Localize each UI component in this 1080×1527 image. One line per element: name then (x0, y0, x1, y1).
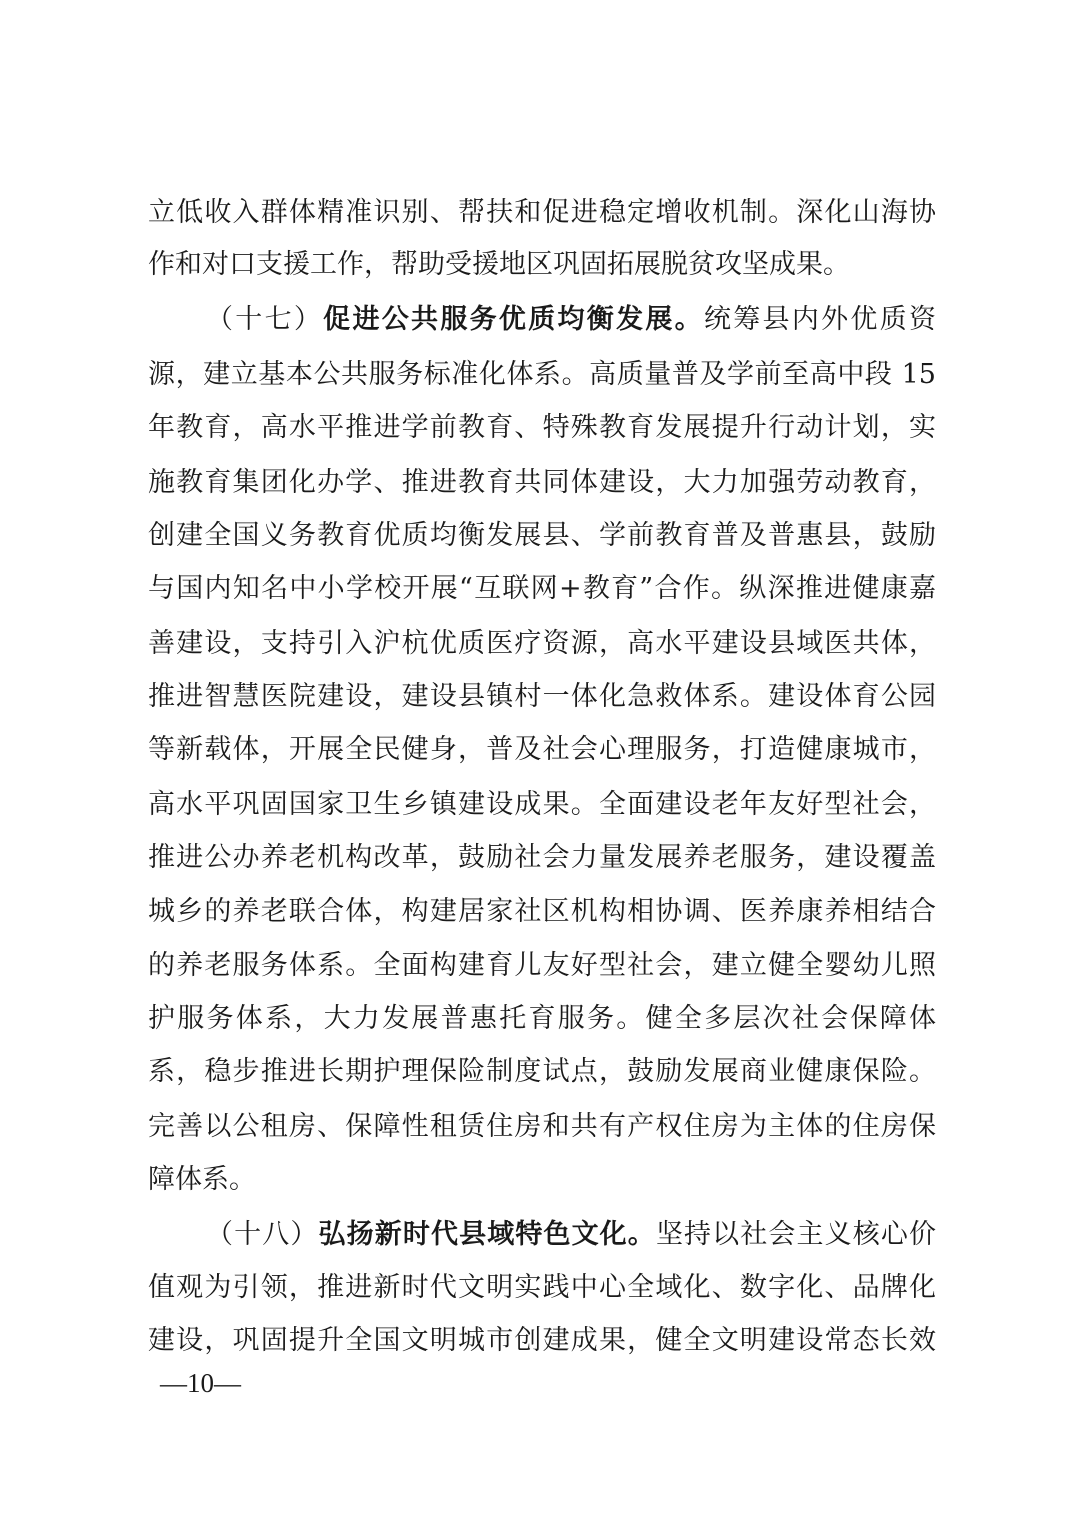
paragraph-3-line-3: 建设，巩固提升全国文明城市创建成果，健全文明建设常态长效 (148, 1325, 936, 1356)
paragraph-1-line-2: 作和对口支援工作，帮助受援地区巩固拓展脱贫攻坚成果。 (148, 249, 850, 280)
paragraph-1-line-1: 立低收入群体精准识别、帮扶和促进稳定增收机制。深化山海协 (148, 197, 936, 228)
paragraph-2-line-9: 等新载体，开展全民健身，普及社会心理服务，打造健康城市， (148, 734, 936, 765)
paragraph-2-line-12: 城乡的养老联合体，构建居家社区机构相协调、医养康养相结合 (148, 896, 936, 927)
section-18-first-line-rest: 坚持以社会主义核心价 (655, 1219, 936, 1250)
section-17-first-line-rest: 统筹县内外优质资 (703, 304, 936, 335)
paragraph-2-line-14: 护服务体系，大力发展普惠托育服务。健全多层次社会保障体 (148, 1003, 936, 1034)
paragraph-2-line-17: 障体系。 (148, 1164, 256, 1195)
paragraph-2-line-11: 推进公办养老机构改革，鼓励社会力量发展养老服务，建设覆盖 (148, 842, 936, 873)
paragraph-2-line-3: 年教育，高水平推进学前教育、特殊教育发展提升行动计划，实 (148, 412, 936, 443)
paragraph-2-line-6: 与国内知名中小学校开展“互联网+教育”合作。纵深推进健康嘉 (148, 573, 936, 604)
paragraph-2-line-13: 的养老服务体系。全面构建育儿友好型社会，建立健全婴幼儿照 (148, 950, 936, 981)
paragraph-2-heading-line (206, 298, 936, 342)
paragraph-2-line-16: 完善以公租房、保障性租赁住房和共有产权住房为主体的住房保 (148, 1111, 936, 1142)
paragraph-2-line-5: 创建全国义务教育优质均衡发展县、学前教育普及普惠县，鼓励 (148, 520, 936, 551)
section-18-title: 弘扬新时代县域特色文化。 (318, 1219, 656, 1250)
paragraph-2-line-8: 推进智慧医院建设，建设县镇村一体化急救体系。建设体育公园 (148, 681, 936, 712)
paragraph-2-line-10: 高水平巩固国家卫生乡镇建设成果。全面建设老年友好型社会， (148, 789, 936, 820)
paragraph-3-line-2: 值观为引领，推进新时代文明实践中心全域化、数字化、品牌化 (148, 1272, 936, 1303)
paragraph-2-line-2: 源，建立基本公共服务标准化体系。高质量普及学前至高中段 15 (148, 359, 936, 390)
section-18-number: （十八） (206, 1219, 319, 1250)
paragraph-2-line-4: 施教育集团化办学、推进教育共同体建设，大力加强劳动教育， (148, 467, 936, 498)
page-number: —10— (160, 1368, 241, 1398)
paragraph-2-line-7: 善建设，支持引入沪杭优质医疗资源，高水平建设县域医共体， (148, 628, 936, 659)
paragraph-2-line-15: 系，稳步推进长期护理保险制度试点，鼓励发展商业健康保险。 (148, 1056, 936, 1087)
section-17-title: 促进公共服务优质均衡发展。 (323, 304, 704, 335)
paragraph-3-heading-line (206, 1213, 936, 1257)
section-17-number: （十七） (206, 304, 324, 335)
